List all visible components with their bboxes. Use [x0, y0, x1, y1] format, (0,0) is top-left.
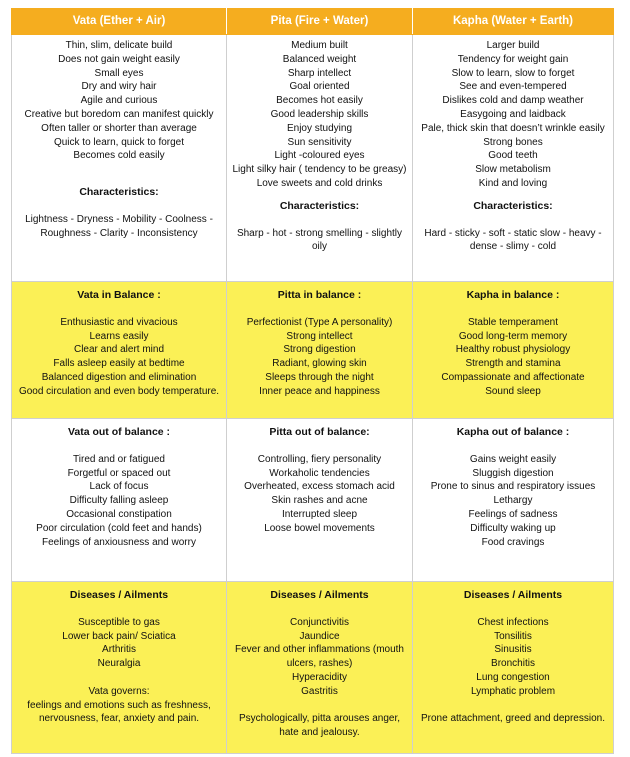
list-item: Does not gain weight easily — [58, 53, 180, 65]
pitta-diseases-cell — [227, 582, 413, 754]
list-item: Jaundice — [299, 630, 340, 642]
list-item: Radiant, glowing skin — [272, 358, 367, 370]
pitta-out-of-balance-cell — [227, 419, 413, 582]
list-item: Lethargy — [493, 495, 533, 507]
vata-out-of-balance-cell — [12, 419, 227, 582]
list-item: Balanced digestion and elimination — [41, 371, 197, 383]
list-item: Lung congestion — [476, 671, 550, 683]
list-item: Feelings of sadness — [468, 508, 558, 520]
vata-in-balance-cell — [12, 282, 227, 419]
list-item: Thin, slim, delicate build — [65, 40, 173, 51]
list-item: Prone to sinus and respiratory issues — [430, 481, 596, 493]
list-item: Perfectionist (Type A personality) — [246, 316, 393, 328]
list-item: Neuralgia — [97, 658, 141, 670]
list-item: Difficulty waking up — [470, 522, 556, 534]
header-kapha: Kapha (Water + Earth) — [413, 9, 614, 35]
traits-row — [12, 35, 614, 282]
list-item: Becomes hot easily — [276, 95, 363, 107]
pitta-psychology-text: Psychologically, pitta arouses anger, hate and jealousy. — [238, 713, 400, 739]
diseases-row — [12, 582, 614, 754]
list-item: Hyperacidity — [291, 671, 348, 683]
list-item: Strong bones — [483, 136, 543, 148]
list-item: Tonsilitis — [494, 630, 532, 642]
list-item: Small eyes — [94, 67, 144, 79]
list-item: Difficulty falling asleep — [69, 495, 169, 507]
vata-governs-heading: Vata governs: — [88, 685, 150, 697]
list-item: Gastritis — [301, 685, 338, 697]
in-balance-row — [12, 282, 614, 419]
list-item: Stable temperament — [467, 316, 559, 328]
list-item: Falls asleep easily at bedtime — [53, 358, 185, 370]
list-item: Light silky hair ( tendency to be greasy) — [232, 164, 407, 176]
pitta-diseases-heading: Diseases / Ailments — [270, 589, 369, 601]
list-item: Love sweets and cold drinks — [256, 177, 383, 189]
list-item: Quick to learn, quick to forget — [53, 136, 185, 148]
list-item: Slow to learn, slow to forget — [451, 67, 575, 79]
list-item: Inner peace and happiness — [259, 385, 380, 397]
list-item: Arthritis — [102, 644, 136, 656]
list-item: Controlling, fiery personality — [257, 453, 382, 465]
list-item: Lymphatic problem — [470, 685, 556, 697]
kapha-diseases-heading: Diseases / Ailments — [463, 589, 563, 601]
list-item: Chest infections — [477, 616, 549, 628]
kapha-psychology-text: Prone attachment, greed and depression. — [420, 713, 605, 725]
kapha-characteristics-text: Hard - sticky - soft - static slow - heavy - dense - slimy - cold — [424, 227, 602, 253]
vata-governs-text: feelings and emotions such as freshness, nervousness, fear, anxiety and pain. — [27, 699, 211, 725]
list-item: Skin rashes and acne — [271, 495, 368, 507]
list-item: Occasional constipation — [66, 508, 172, 520]
pitta-characteristics-heading: Characteristics: — [279, 199, 360, 212]
vata-in-balance-heading: Vata in Balance : — [77, 289, 161, 301]
list-item: Interrupted sleep — [281, 508, 358, 520]
list-item: Feelings of anxiousness and worry — [42, 536, 196, 548]
list-item: Strong intellect — [286, 330, 353, 342]
list-item: Tendency for weight gain — [457, 53, 569, 65]
list-item: Strength and stamina — [465, 358, 561, 370]
header-row — [12, 9, 614, 35]
header-vata: Vata (Ether + Air) — [12, 9, 227, 35]
list-item: Agile and curious — [80, 95, 158, 107]
list-item: Pale, thick skin that doesn’t wrinkle easily — [421, 122, 605, 134]
list-item: Learns easily — [89, 330, 149, 342]
kapha-characteristics-heading: Characteristics: — [473, 199, 553, 212]
list-item: Dislikes cold and damp weather — [442, 95, 584, 107]
dosha-table — [11, 8, 614, 754]
list-item: Sharp intellect — [287, 67, 352, 79]
list-item: Loose bowel movements — [264, 522, 375, 534]
list-item: Good leadership skills — [270, 108, 369, 120]
list-item: Food cravings — [481, 536, 545, 548]
pitta-traits-cell — [227, 35, 413, 282]
list-item: Tired and or fatigued — [73, 453, 165, 465]
list-item: Conjunctivitis — [290, 616, 349, 628]
list-item: Susceptible to gas — [78, 616, 160, 628]
vata-diseases-heading: Diseases / Ailments — [69, 589, 169, 601]
list-item: Medium built — [291, 40, 348, 51]
list-item: Good long-term memory — [458, 330, 568, 342]
kapha-out-of-balance-cell — [413, 419, 614, 582]
header-pitta: Pita (Fire + Water) — [227, 9, 413, 35]
list-item: Light -coloured eyes — [274, 150, 365, 162]
list-item: Enthusiastic and vivacious — [60, 316, 178, 328]
list-item: Bronchitis — [491, 658, 535, 670]
list-item: Clear and alert mind — [73, 344, 165, 356]
list-item: Often taller or shorter than average — [41, 122, 197, 134]
kapha-in-balance-heading: Kapha in balance : — [466, 289, 560, 301]
vata-characteristics-text: Lightness - Dryness - Mobility - Coolness - Roughness - Clarity - Inconsistency — [25, 213, 213, 239]
list-item: Dry and wiry hair — [81, 81, 157, 93]
pitta-out-of-balance-heading: Pitta out of balance: — [269, 426, 370, 438]
vata-characteristics-heading: Characteristics: — [79, 186, 159, 199]
list-item: Goal oriented — [289, 81, 350, 93]
list-item: Good circulation and even body temperature. — [18, 385, 220, 397]
list-item: Fever and other inflammations (mouth ulcers, rashes) — [235, 644, 404, 670]
list-item: Lack of focus — [89, 481, 149, 493]
list-item: Sinusitis — [494, 644, 532, 656]
list-item: Workaholic tendencies — [269, 467, 370, 479]
vata-diseases-cell — [12, 582, 227, 754]
list-item: Slow metabolism — [475, 164, 551, 176]
kapha-diseases-cell — [413, 582, 614, 754]
list-item: Overheated, excess stomach acid — [244, 481, 395, 493]
vata-out-of-balance-heading: Vata out of balance : — [67, 426, 171, 438]
list-item: Enjoy studying — [286, 122, 353, 134]
pitta-in-balance-heading: Pitta in balance : — [277, 289, 362, 301]
list-item: Larger build — [486, 40, 540, 51]
list-item: Lower back pain/ Sciatica — [62, 630, 176, 642]
list-item: Compassionate and affectionate — [441, 371, 585, 383]
list-item: Healthy robust physiology — [455, 344, 571, 356]
list-item: Poor circulation (cold feet and hands) — [36, 522, 202, 534]
kapha-out-of-balance-heading: Kapha out of balance : — [456, 426, 570, 438]
list-item: Sound sleep — [485, 385, 541, 397]
list-item: Gains weight easily — [469, 453, 557, 465]
list-item: Good teeth — [488, 150, 538, 162]
list-item: Sleeps through the night — [265, 371, 374, 383]
list-item: Balanced weight — [282, 53, 357, 65]
kapha-traits-cell — [413, 35, 614, 282]
list-item: Sluggish digestion — [472, 467, 554, 479]
list-item: Strong digestion — [283, 344, 356, 356]
vata-traits-cell — [12, 35, 227, 282]
list-item: Becomes cold easily — [73, 150, 165, 162]
list-item: Creative but boredom can manifest quickly — [24, 108, 214, 120]
out-of-balance-row — [12, 419, 614, 582]
list-item: Kind and loving — [478, 177, 548, 189]
list-item: Forgetful or spaced out — [67, 467, 171, 479]
list-item: Sun sensitivity — [287, 136, 352, 148]
list-item: Easygoing and laidback — [460, 108, 566, 120]
pitta-in-balance-cell — [227, 282, 413, 419]
list-item: See and even-tempered — [459, 81, 567, 93]
pitta-characteristics-text: Sharp - hot - strong smelling - slightly oily — [236, 227, 403, 253]
kapha-in-balance-cell — [413, 282, 614, 419]
